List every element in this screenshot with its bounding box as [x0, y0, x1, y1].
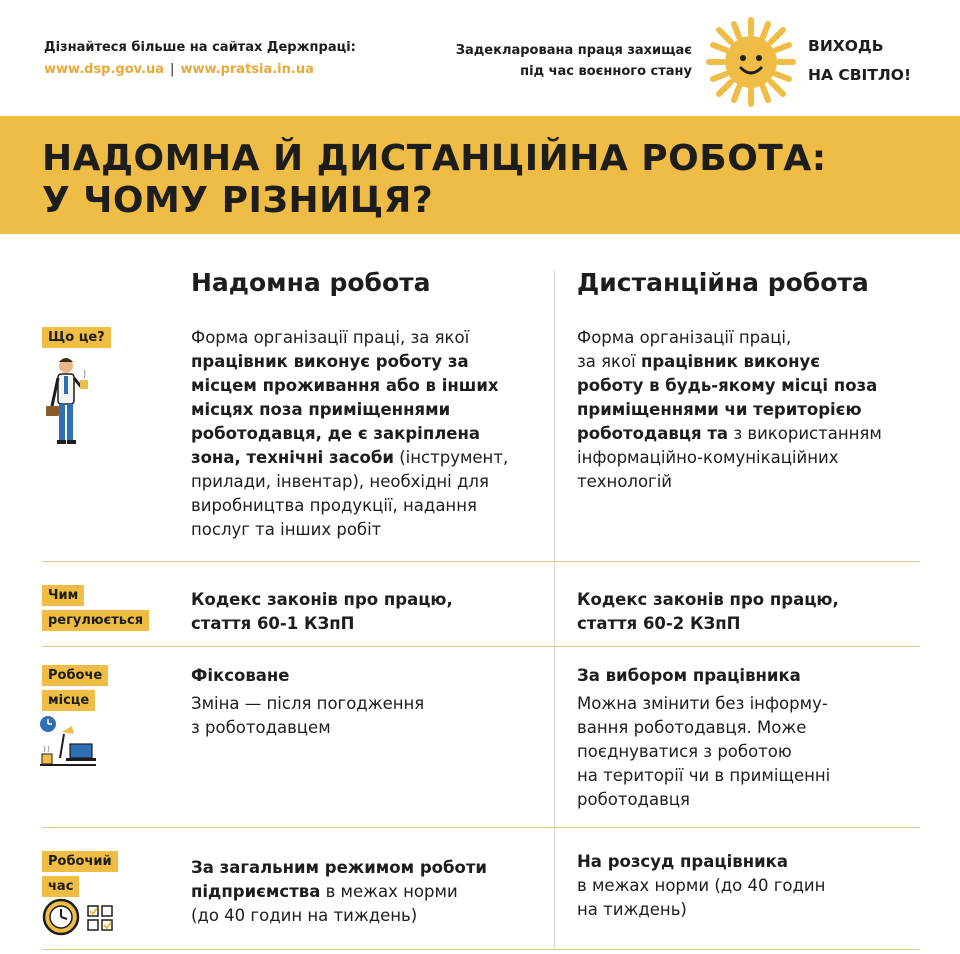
time-home-text [191, 856, 487, 928]
place-remote-line: поєднуватися з роботою [577, 742, 792, 761]
what-home-line: зона, технічні засоби [191, 448, 394, 467]
place-remote-line: Можна змінити без інформу- [577, 694, 828, 713]
brand-line-2: НА СВІТЛО! [808, 66, 912, 84]
what-home-line: (інструмент, [393, 448, 509, 467]
regulated-home-line: стаття 60-1 КЗпП [191, 614, 355, 633]
title-line-1: НАДОМНА Й ДИСТАНЦІЙНА РОБОТА: [42, 138, 827, 179]
row-regulated-tag [42, 583, 149, 631]
regulated-remote-text [577, 588, 839, 636]
link-separator: | [170, 62, 175, 77]
time-home-line: в межах норми [320, 882, 458, 901]
regulated-remote-line: Кодекс законів про працю, [577, 590, 839, 609]
tag-place-line: Робоче [42, 665, 108, 686]
what-remote-text [577, 326, 882, 494]
row-divider [42, 646, 920, 647]
column-header-remote: Дистанційна робота [577, 268, 869, 297]
place-remote-line: на території чи в приміщенні [577, 766, 831, 785]
what-remote-line: інформаційно-комунікаційних [577, 448, 839, 467]
what-home-line: місцем проживання або в інших [191, 376, 499, 395]
row-divider [42, 949, 920, 950]
regulated-home-line: Кодекс законів про працю, [191, 590, 453, 609]
tag-time-line: Робочий [42, 851, 118, 872]
what-remote-line: з використанням [728, 424, 882, 443]
what-remote-line: Форма організації праці, [577, 328, 792, 347]
brand-line-1: ВИХОДЬ [808, 37, 884, 55]
column-header-home: Надомна робота [191, 268, 431, 297]
clock-calendar-icon [42, 897, 122, 937]
tag-regulated-line: Чим [42, 585, 84, 606]
what-remote-line: за якої [577, 352, 641, 371]
slogan-line-1: Задекларована праця захищає [455, 43, 692, 58]
what-home-line: роботодавця, де є закріплена [191, 424, 481, 443]
what-home-line: працівник виконує роботу за [191, 352, 469, 371]
workspace-lamp-laptop-icon [38, 714, 98, 772]
what-remote-line: технологій [577, 472, 673, 491]
column-divider [554, 270, 555, 948]
sun-with-tools-icon [703, 14, 799, 110]
what-remote-line: роботодавця та [577, 424, 729, 443]
place-home-line: Зміна — після погодження [191, 694, 425, 713]
time-remote-line: на тиждень) [577, 900, 687, 919]
what-remote-line: приміщеннями чи територією [577, 400, 862, 419]
time-remote-text [577, 850, 825, 922]
header-links [44, 62, 314, 77]
what-home-text [191, 326, 508, 542]
time-home-line: (до 40 годин на тиждень) [191, 906, 418, 925]
what-home-line: прилади, інвентар), необхідні для [191, 472, 489, 491]
tag-what: Що це? [42, 327, 111, 348]
place-remote-title: За вибором працівника [577, 666, 801, 685]
slogan [412, 40, 692, 82]
row-time-tag [42, 849, 118, 897]
tag-regulated-line: регулюється [42, 610, 149, 631]
place-remote-line: вання роботодавця. Може [577, 718, 807, 737]
tag-place-line: місце [42, 690, 95, 711]
page-title [42, 138, 827, 222]
link-pratsia[interactable]: www.pratsia.in.ua [180, 62, 314, 77]
what-remote-line: працівник виконує [640, 352, 821, 371]
time-home-line: За загальним режимом роботи [191, 858, 487, 877]
link-dsp[interactable]: www.dsp.gov.ua [44, 62, 165, 77]
place-remote-line: роботодавця [577, 790, 690, 809]
what-home-line: Форма організації праці, за якої [191, 328, 470, 347]
row-what-tag [42, 326, 111, 348]
regulated-home-text [191, 588, 453, 636]
time-home-line: підприємства [191, 882, 321, 901]
place-remote-text [577, 664, 830, 812]
regulated-remote-line: стаття 60-2 КЗпП [577, 614, 741, 633]
what-remote-line: роботу в будь-якому місці поза [577, 376, 878, 395]
man-with-briefcase-icon [44, 356, 100, 446]
brand-text [808, 32, 911, 90]
place-home-title: Фіксоване [191, 666, 290, 685]
time-remote-title: На розсуд працівника [577, 852, 788, 871]
time-remote-line: в межах норми (до 40 годин [577, 876, 826, 895]
learn-more-text: Дізнайтеся більше на сайтах Держпраці: [44, 40, 356, 55]
title-line-2: У ЧОМУ РІЗНИЦЯ? [42, 180, 434, 221]
row-place-tag [42, 663, 108, 711]
row-divider [42, 561, 920, 562]
what-home-line: послуг та інших робіт [191, 520, 382, 539]
place-home-line: з роботодавцем [191, 718, 331, 737]
row-divider [42, 827, 920, 828]
what-home-line: місцях поза приміщеннями [191, 400, 451, 419]
place-home-text [191, 664, 424, 740]
what-home-line: виробництва продукції, надання [191, 496, 477, 515]
slogan-line-2: під час воєнного стану [520, 64, 692, 79]
tag-time-line: час [42, 876, 79, 897]
